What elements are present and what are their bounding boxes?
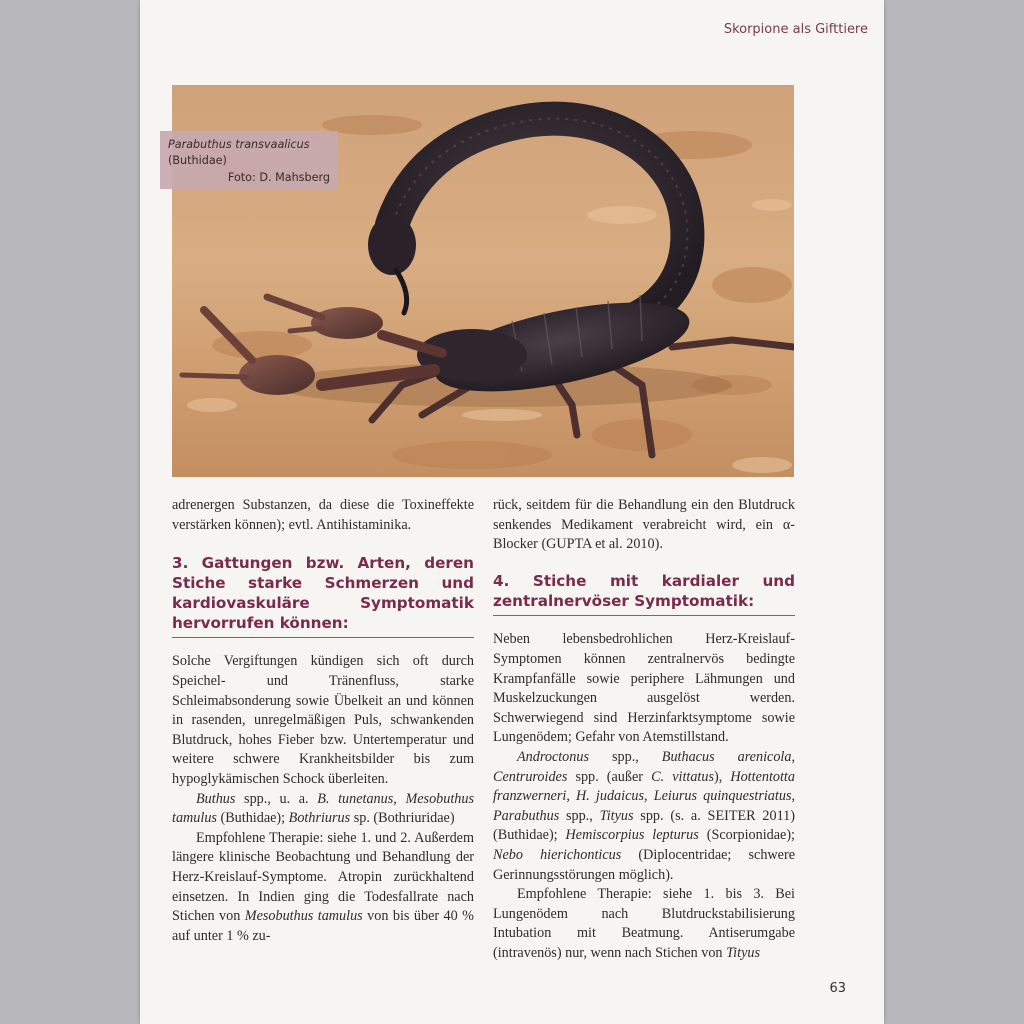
paragraph-symptoms: Neben lebensbedrohlichen Herz-Kreislauf-Symptomen können zentralnervös bedingte Krampfanfälle sowie periphere Lähmungen und Muskelzuckungen ausgelöst werden. Schwerwiegend sind Herzinfarktsymptome sowie Lungenödem; Gefahr von Atemstillstand. bbox=[493, 631, 795, 746]
paragraph-symptoms: Solche Vergiftungen kündigen sich oft durch Speichel- und Tränenfluss, starke Schleimabsonderung sowie Übelkeit an und können in rasenden, unregelmäßigen Puls, schwankenden Blutdruck, hohes Fieber bzw. Untertemperatur und weitere schwere Krankheitsbilder bis zum hypoglykämischen Schock überleiten. bbox=[172, 653, 474, 787]
paragraph-therapy: Empfohlene Therapie: siehe 1. und 2. Außerdem längere klinische Beobachtung und Behandlung der Herz-Kreislauf-Symptome. Atropin zurückhaltend einsetzen. In Indien ging die Todesfallrate nach Stichen von Mesobuthus tamulus von bis über 40 % auf unter 1 % zu- bbox=[172, 829, 475, 944]
paragraph-species-list: Androctonus spp., Buthacus arenicola, Centruroides spp. (außer C. vittatus), Hottentotta franzwerneri, H. judaicus, Leiurus quinquestriatus, Parabuthus spp., Tityus spp. (s. a. SEITER 2011) (Buthidae); Hemiscorpius lepturus (Scorpionidae); Nebo hierichonticus (Diplocentridae; schwere Gerinnungsstörungen möglich). bbox=[493, 748, 796, 883]
paragraph-therapy: Empfohlene Therapie: siehe 1. bis 3. Bei Lungenödem nach Blutdruckstabilisierung Intubation mit Beatmung. Antiserumgabe (intravenös) nur, wenn nach Stichen von Tityus bbox=[493, 886, 795, 961]
right-column bbox=[493, 496, 795, 963]
photo-caption bbox=[160, 131, 338, 189]
paragraph-species-list: Buthus spp., u. a. B. tunetanus, Mesobuthus tamulus (Buthidae); Bothriurus sp. (Bothriuridae) bbox=[172, 790, 475, 827]
caption-species: Parabuthus transvaalicus bbox=[168, 138, 310, 151]
caption-family: (Buthidae) bbox=[168, 154, 227, 167]
section-heading-3: 3. Gattungen bzw. Arten, deren Stiche starke Schmerzen und kardiovaskuläre Symptomatik hervorrufen können: bbox=[172, 554, 474, 638]
continued-paragraph: rück, seitdem für die Behandlung ein den Blutdruck senkendes Medikament verabreicht wird, ein α-Blocker (GUPTA et al. 2010). bbox=[493, 497, 795, 553]
running-head: Skorpione als Gifttiere bbox=[723, 22, 868, 37]
page-number: 63 bbox=[829, 981, 846, 996]
caption-credit: Foto: D. Mahsberg bbox=[227, 171, 330, 184]
book-page bbox=[140, 0, 884, 1024]
section-heading-4: 4. Stiche mit kardialer und zentralnervöser Symptomatik: bbox=[493, 572, 795, 617]
continued-paragraph: adrenergen Substanzen, da diese die Toxineffekte verstärken können); evtl. Antihistaminika. bbox=[172, 497, 474, 533]
left-column bbox=[172, 496, 474, 946]
